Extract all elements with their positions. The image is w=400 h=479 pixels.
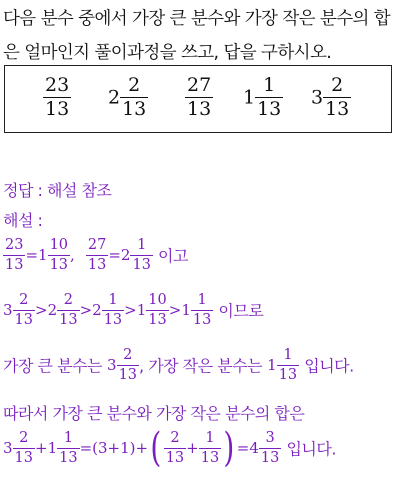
fraction-item: $\frac{27}{13}$ xyxy=(187,74,212,120)
question-text: 다음 분수 중에서 가장 큰 분수와 가장 작은 분수의 합은 얼마인지 풀이과정을 쓰고, 답을 구하시오. xyxy=(3,9,391,63)
explanation-label: 해설 : xyxy=(3,211,43,230)
explanation-line-5: 3 $\frac{2}{13}$ +1 $\frac{1}{13}$ =(3+1)+( $\frac{2}{13}$ + $\frac{1}{13}$ ) =4 $\frac{3}{13}$ 입니다. xyxy=(3,425,336,471)
explanation-line-4: 따라서 가장 큰 분수와 가장 작은 분수의 합은 xyxy=(3,404,305,423)
answer-label: 정답 : 해설 참조 xyxy=(3,181,112,200)
fraction-item: 3 $\frac{2}{13}$ xyxy=(311,74,350,120)
explanation-line-3: 가장 큰 분수는 3 $\frac{2}{13}$ , 가장 작은 분수는 1 $\frac{1}{13}$ 입니다. xyxy=(3,347,354,383)
fraction-item: $\frac{23}{13}$ xyxy=(45,74,70,120)
fraction-item: 2 $\frac{2}{13}$ xyxy=(108,74,147,120)
fraction-item: 1 $\frac{1}{13}$ xyxy=(243,74,282,120)
explanation-line-2: 3 $\frac{2}{13}$ >2 $\frac{2}{13}$ >2 $\frac{1}{13}$ >1 $\frac{10}{13}$ >1 $\frac{1}{13}$ 이므로 xyxy=(3,292,264,328)
fraction-box xyxy=(4,65,392,133)
explanation-line-1: $\frac{23}{13}$ =1 $\frac{10}{13}$ , $\frac{27}{13}$ =2 $\frac{1}{13}$ 이고 xyxy=(5,237,188,273)
